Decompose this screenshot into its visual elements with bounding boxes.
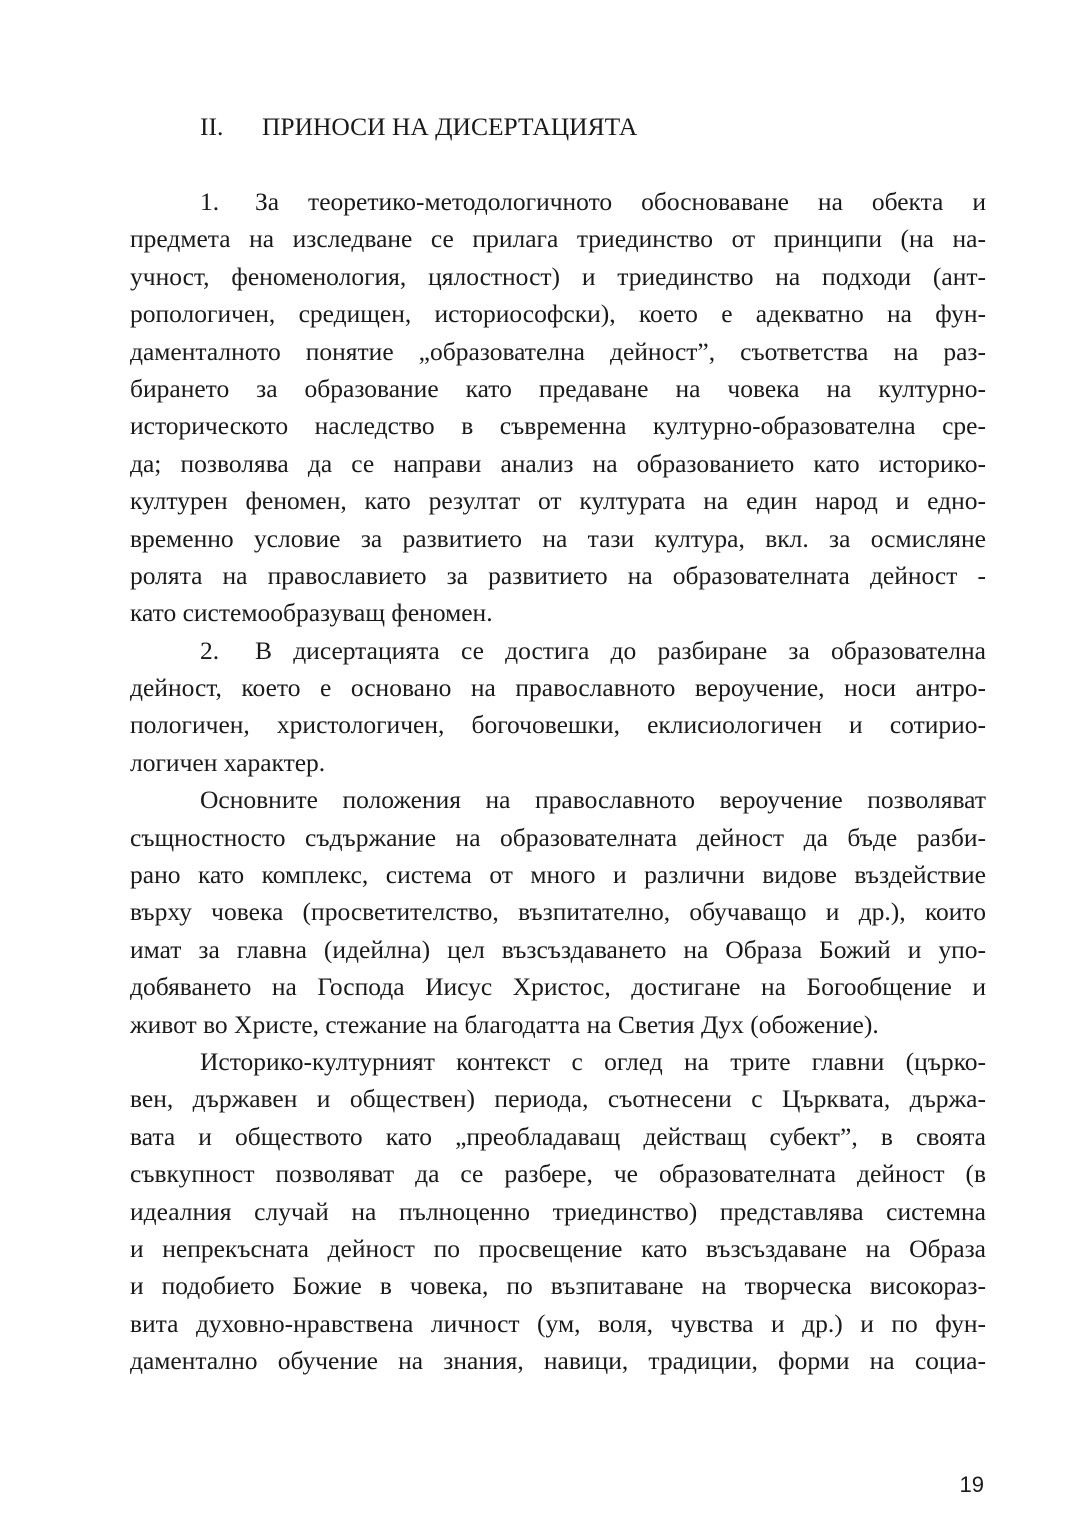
paragraph-2-number: 2. — [200, 635, 220, 665]
paragraph-1-number: 1. — [200, 187, 220, 216]
paragraph-3-line-6: добяването на Господа Иисус Христос, достигане на Богообщение и — [130, 972, 986, 1002]
paragraph-1-line-5: даменталното понятие „образователна дейност”, съответства на раз- — [130, 336, 986, 366]
paragraph-1-line-7: историческото наследство в съвременна културно-образователна сре- — [130, 411, 986, 441]
paragraph-4-line-9: даментално обучение на знания, навици, традиции, форми на социа- — [130, 1346, 986, 1376]
paragraph-3-line-2: същностносто съдържание на образователната дейност да бъде разби- — [130, 822, 986, 852]
paragraph-3-line-1: Основните положения на православното вероучение позволяват — [200, 785, 986, 815]
paragraph-3-line-7: живот во Христе, стежание на благодатта на Светия Дух (обожение). — [130, 1009, 879, 1039]
paragraph-4-line-8: вита духовно-нравствена личност (ум, воля, чувства и др.) и по фун- — [130, 1308, 986, 1338]
paragraph-1-line-2: предмета на изследване се прилага триединство от принципи (на на- — [130, 224, 986, 254]
paragraph-2-line-3: пологичен, христологичен, богочовешки, еклисиологичен и сотирио- — [130, 710, 986, 740]
paragraph-4-line-1: Историко-културният контекст с оглед на трите главни (църко- — [200, 1046, 986, 1076]
body-text — [130, 183, 986, 1380]
paragraph-4-line-4: съвкупност позволяват да се разбере, че образователната дейност (в — [130, 1159, 986, 1189]
paragraph-2-line-1: 2. В дисертацията се достига до разбиране за образователна — [130, 632, 986, 669]
paragraph-4-line-3: вата и обществото като „преобладаващ действащ субект”, в своята — [130, 1121, 986, 1151]
paragraph-4-line-6: и непрекъсната дейност по просвещение като възсъздаване на Образа — [130, 1233, 986, 1263]
paragraph-1-line-1: 1. За теоретико-методологичното обосноваване на обекта и — [130, 183, 986, 220]
paragraph-3-line-3: рано като комплекс, система от много и различни видове въздействие — [130, 860, 986, 890]
paragraph-1-line-8: да; позволява да се направи анализ на образованието като историко- — [130, 448, 986, 478]
paragraph-2-line-4: логичен характер. — [130, 747, 326, 777]
paragraph-3-line-4: върху човека (просветителство, възпитателно, обучаващо и др.), които — [130, 897, 986, 927]
paragraph-1-line-6: бирането за образование като предаване на човека на културно- — [130, 373, 986, 403]
page-number: 19 — [959, 1472, 984, 1497]
section-number: II. — [200, 112, 224, 141]
paragraph-1-line-3: учност, феноменология, цялостност) и триединство на подходи (ант- — [130, 261, 986, 291]
paragraph-4-line-2: вен, държавен и обществен) периода, съотнесени с Църквата, държа- — [130, 1084, 986, 1114]
paragraph-1-line-9: културен феномен, като резултат от културата на един народ и едно- — [130, 486, 986, 516]
paragraph-4-line-7: и подобието Божие в човека, по възпитаване на творческа високораз- — [130, 1271, 986, 1301]
paragraph-1-line-10: временно условие за развитието на тази култура, вкл. за осмисляне — [130, 523, 986, 553]
section-title: ПРИНОСИ НА ДИСЕРТАЦИЯТА — [262, 112, 638, 141]
paragraph-1-line-11: ролята на православието за развитието на образователната дейност - — [130, 560, 986, 590]
section-heading — [200, 108, 637, 146]
paragraph-1-line-12: като системообразуващ феномен. — [130, 598, 493, 628]
paragraph-4-line-5: идеалния случай на пълноценно триединство) представлява системна — [130, 1196, 986, 1226]
paragraph-1-line-4: ропологичен, средищен, историософски), което е адекватно на фун- — [130, 299, 986, 329]
paragraph-3-line-5: имат за главна (идейлна) цел възсъздаването на Образа Божий и упо- — [130, 934, 986, 964]
paragraph-2-line-2: дейност, което е основано на православното вероучение, носи антро- — [130, 673, 986, 703]
